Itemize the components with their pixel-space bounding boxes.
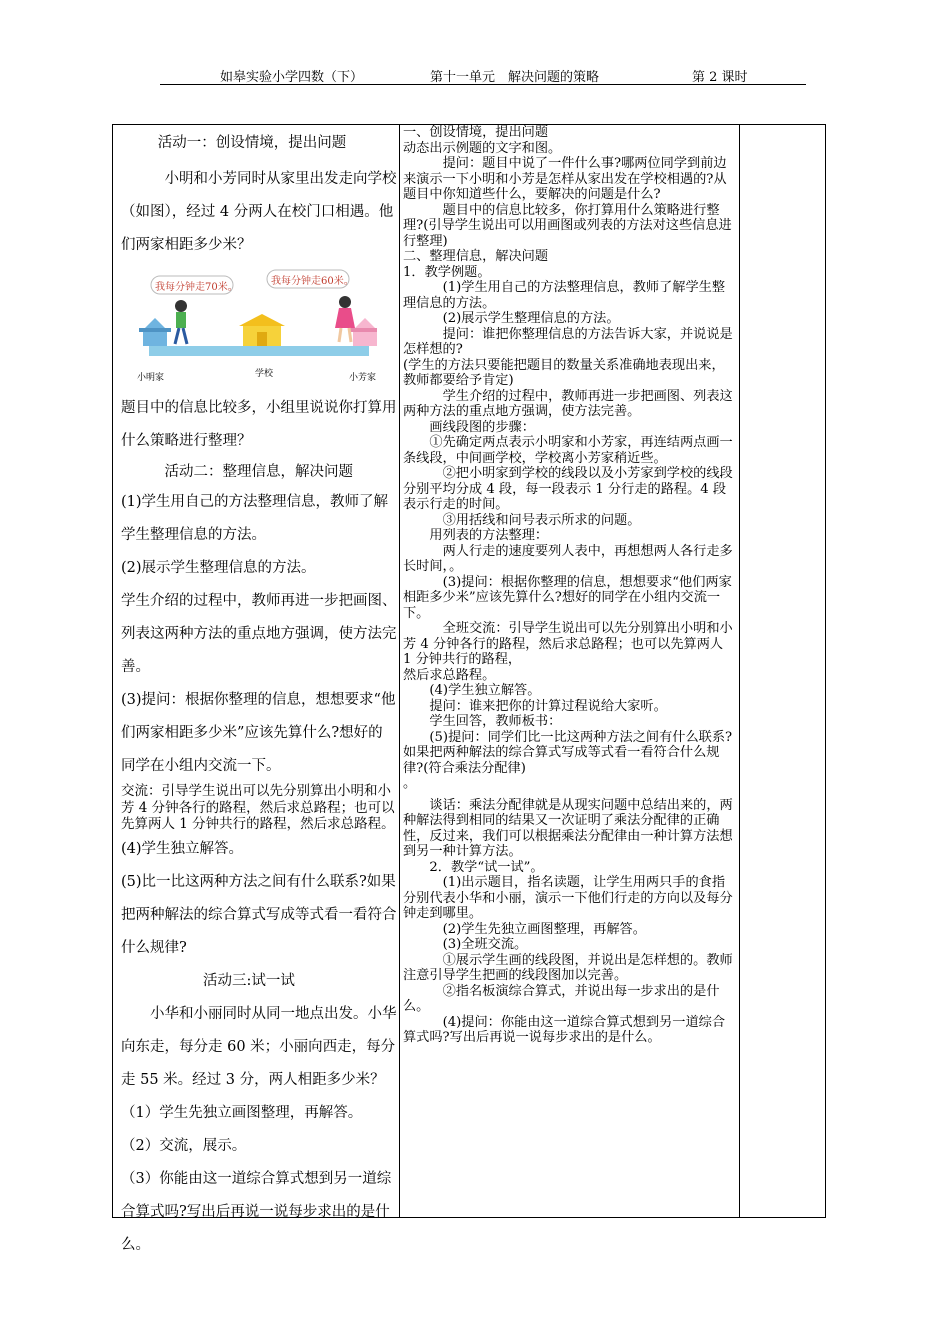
column-divider — [739, 125, 740, 1217]
guidance-line: 用列表的方法整理： — [429, 528, 549, 543]
activity-two-step2: (2)展示学生整理信息的方法。 — [121, 560, 316, 576]
bubble-right-text: 我每分钟走60米。 — [271, 275, 354, 287]
activity-two-title: 活动二：整理信息，解决问题 — [164, 463, 353, 480]
activity-one-question: 题目中的信息比较多，小组里说说你打算用什么策略进行整理？ — [121, 399, 397, 449]
guidance-line: 然后求总路程。 — [403, 667, 496, 683]
section-one-title: 一、创设情境，提出问题 — [403, 125, 549, 140]
guidance-line: (1)学生用自己的方法整理信息，教师了解学生整理信息的方法。 — [403, 280, 726, 311]
label-xiaoming-home: 小明家 — [137, 372, 165, 383]
activity-three-step3: （3）你能由这一道综合算式想到另一道综合算式吗?写出后再说一说每步求出的是什么。 — [121, 1170, 392, 1253]
guidance-line: 提问：谁来把你的计算过程说给大家听。 — [429, 698, 667, 714]
student-activity-column — [121, 129, 397, 1262]
lesson-table — [112, 124, 826, 1253]
guidance-line: 2．教学“试一试”。 — [429, 859, 544, 875]
activity-three-problem: 小华和小丽同时从同一地点出发。小华向东走，每分走 60 米；小丽向西走，每分走 55 米。经过 3 分，两人相距多少米？ — [121, 1005, 397, 1088]
guidance-line: 提问：谁把你整理信息的方法告诉大家，并说说是怎样想的? — [403, 326, 733, 357]
guidance-line: (学生的方法只要能把题目的数量关系准确地表现出来，教师都要给予肯定) — [403, 357, 725, 388]
guidance-line: ①展示学生画的线段图，并说出是怎样想的。教师注意引导学生把画的线段图加以完善。 — [403, 952, 733, 983]
guidance-line: (4)学生独立解答。 — [429, 683, 541, 698]
guidance-line: 题目中的信息比较多，你打算用什么策略进行整理?(引导学生说出可以用画图或列表的方法对这些信息进行整理) — [403, 202, 732, 249]
guidance-line: 动态出示例题的文字和图。 — [403, 140, 562, 156]
problem-illustration — [135, 266, 377, 386]
page-header — [160, 64, 806, 85]
guidance-line: 画线段图的步骤： — [429, 419, 535, 435]
header-school: 如皋实验小学四数（下） — [220, 70, 364, 85]
activity-one-problem: 小明和小芳同时从家里出发走向学校（如图），经过 4 分两人在校门口相遇。他们两家相距多少米？ — [121, 170, 397, 253]
guidance-line: (3)全班交流。 — [442, 937, 528, 952]
activity-three-step1: （1）学生先独立画图整理，再解答。 — [121, 1104, 363, 1121]
guidance-line: ①先确定两点表示小明家和小芳家，再连结两点画一条线段，中间画学校，学校离小芳家稍近些。 — [403, 435, 733, 466]
guidance-line: (3)提问：根据你整理的信息，想想要求“他们两家相距多少米”应该先算什么?想好的同学在小组内交流一下。 — [403, 574, 732, 621]
activity-two-step4: (4)学生独立解答。 — [121, 840, 244, 857]
guidance-line: (2)展示学生整理信息的方法。 — [442, 311, 620, 326]
guidance-line: (2)学生先独立画图整理，再解答。 — [442, 921, 646, 937]
guidance-line: 学生介绍的过程中，教师再进一步把画图、列表这两种方法的重点地方强调，使方法完善。 — [403, 388, 733, 419]
activity-two-step5: (5)比一比这两种方法之间有什么联系?如果把两种解法的综合算式写成等式看一看符合什么规律? — [121, 873, 397, 956]
header-lesson: 第 2 课时 — [692, 70, 748, 85]
guidance-line: 谈话：乘法分配律就是从现实问题中总结出来的，两种解法得到相同的结果又一次证明了乘法分配律的正确性，反过来，我们可以根据乘法分配律由一种计算方法想到另一种计算方法。 — [403, 797, 733, 859]
label-xiaofang-home: 小芳家 — [349, 372, 377, 383]
teacher-guidance-column — [403, 125, 733, 1046]
activity-three-step2: （2）交流，展示。 — [121, 1137, 247, 1154]
guidance-line: 提问：题目中说了一件什么事?哪两位同学到前边来演示一下小明和小芳是怎样从家出发在学校相遇的?从题目中你知道些什么，要解决的问题是什么? — [403, 156, 727, 202]
guidance-line: 1．教学例题。 — [403, 264, 491, 280]
guidance-line: (4)提问：你能由这一道综合算式想到另一道综合算式吗?写出后再说一说每步求出的是什么。 — [403, 1014, 726, 1045]
guidance-line: 。 — [403, 776, 417, 791]
guidance-line: 学生回答，教师板书： — [429, 714, 562, 729]
label-school: 学校 — [255, 368, 274, 379]
activity-two-step3: (3)提问：根据你整理的信息，想想要求“他们两家相距多少米”应该先算什么?想好的同学在小组内交流一下。 — [121, 692, 396, 774]
section-two-title: 二、整理信息，解决问题 — [403, 249, 549, 264]
guidance-line: 两人行走的速度要列人表中，再想想两人各行走多长时间，。 — [403, 543, 733, 574]
header-unit: 第十一单元 解决问题的策略 — [430, 70, 600, 85]
guidance-line: ②把小明家到学校的线段以及小芳家到学校的线段分别平均分成 4 段，每一段表示 1 分行走的路程。4 段表示行走的时间。 — [403, 466, 733, 512]
guidance-line: ②指名板演综合算式，并说出每一步求出的是什么。 — [403, 983, 720, 1014]
activity-one-title: 活动一：创设情境，提出问题 — [157, 135, 347, 151]
activity-two-step2-detail: 学生介绍的过程中，教师再进一步把画图、列表这两种方法的重点地方强调，使方法完善。 — [121, 593, 397, 675]
guidance-line: (5)提问：同学们比一比这两种方法之间有什么联系?如果把两种解法的综合算式写成等式看一看符合什么规律?(符合乘法分配律) — [403, 729, 733, 776]
activity-two-exchange: 交流：引导学生说出可以先分别算出小明和小芳 4 分钟各行的路程，然后求总路程；也可以先算两人 1 分钟共行的路程，然后求总路程。 — [121, 783, 395, 832]
bubble-left-text: 我每分钟走70米。 — [155, 281, 238, 293]
activity-two-step1: (1)学生用自己的方法整理信息，教师了解学生整理信息的方法。 — [121, 494, 389, 543]
activity-three-title: 活动三:试一试 — [203, 972, 295, 989]
guidance-line: ③用括线和问号表示所求的问题。 — [442, 512, 641, 528]
guidance-line: 全班交流：引导学生说出可以先分别算出小明和小芳 4 分钟各行的路程，然后求总路程；也可以先算两人 1 分钟共行的路程， — [403, 621, 733, 667]
guidance-line: (1)出示题目，指名读题，让学生用两只手的食指分别代表小华和小丽，演示一下他们行走的方向以及每分钟走到哪里。 — [403, 875, 733, 921]
column-divider — [399, 125, 400, 1217]
